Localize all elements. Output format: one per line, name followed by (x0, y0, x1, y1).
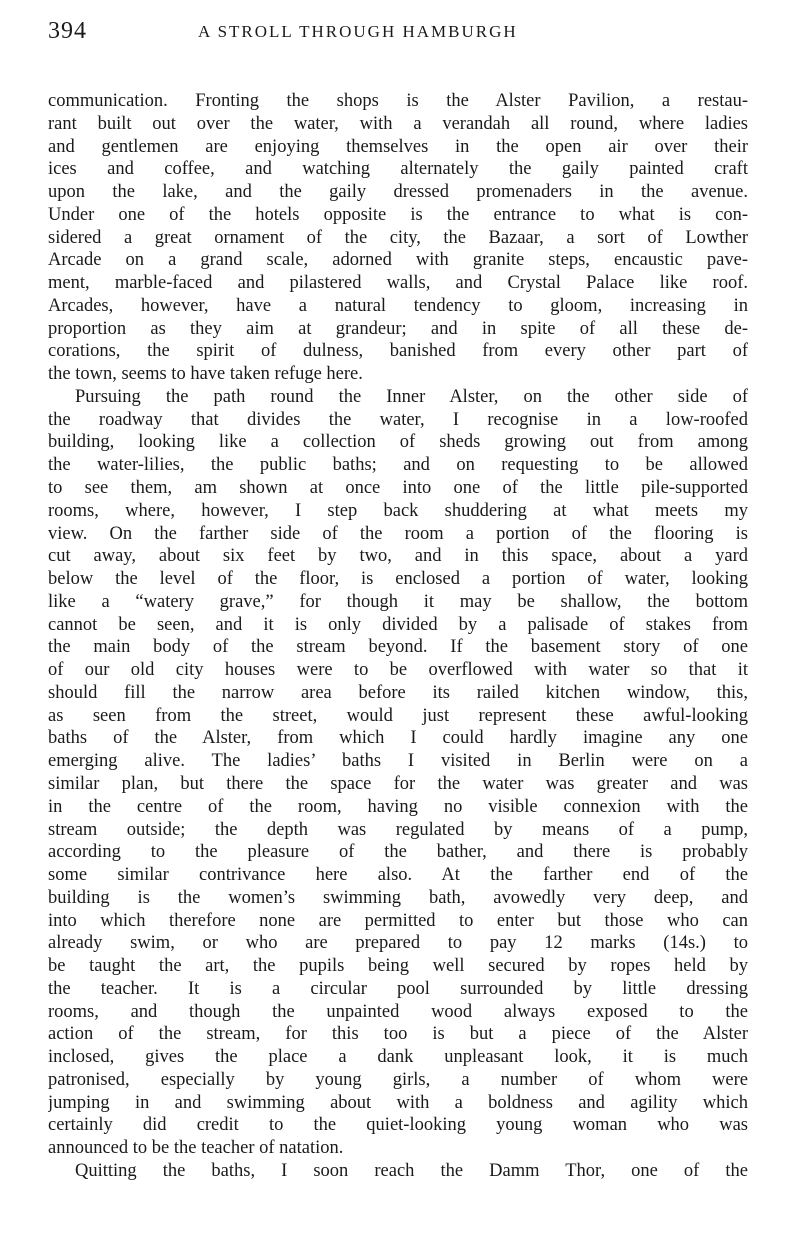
text-line: of our old city houses were to be overflowed with water so that it (48, 660, 748, 681)
text-line: similar plan, but there the space for the water was greater and was (48, 773, 748, 794)
paragraph-end-line: announced to be the teacher of natation. (48, 1138, 344, 1159)
text-line: according to the pleasure of the bather, and there is probably (48, 842, 748, 863)
paragraph-end-line: the town, seems to have taken refuge here. (48, 364, 363, 385)
text-line: building, looking like a collection of sheds growing out from among (48, 432, 748, 453)
text-line: Arcade on a grand scale, adorned with granite steps, encaustic pave- (48, 250, 748, 271)
text-line: rooms, and though the unpainted wood always exposed to the (48, 1001, 748, 1022)
text-line: the water-lilies, the public baths; and on requesting to be allowed (48, 455, 748, 476)
text-line: rooms, where, however, I step back shuddering at what meets my (48, 500, 748, 521)
text-line: cannot be seen, and it is only divided by a palisade of stakes from (48, 614, 748, 635)
text-line: stream outside; the depth was regulated by means of a pump, (48, 819, 748, 840)
text-line: rant built out over the water, with a verandah all round, where ladies (48, 113, 748, 134)
text-line: sidered a great ornament of the city, the Bazaar, a sort of Lowther (48, 227, 748, 248)
text-line: the main body of the stream beyond. If the basement story of one (48, 637, 748, 658)
text-line: certainly did credit to the quiet-looking young woman who was (48, 1115, 748, 1136)
body-text (48, 90, 748, 1183)
text-line: the roadway that divides the water, I recognise in a low-roofed (48, 409, 748, 430)
text-line: into which therefore none are permitted to enter but those who can (48, 910, 748, 931)
page-number: 394 (48, 18, 87, 44)
text-line: the teacher. It is a circular pool surrounded by little dressing (48, 978, 748, 999)
text-line: corations, the spirit of dulness, banished from every other part of (48, 341, 748, 362)
text-line: view. On the farther side of the room a portion of the flooring is (48, 523, 748, 544)
text-line: as seen from the street, would just represent these awful-looking (48, 705, 748, 726)
text-line: emerging alive. The ladies’ baths I visited in Berlin were on a (48, 751, 748, 772)
text-line: Arcades, however, have a natural tendency to gloom, increasing in (48, 295, 748, 316)
text-line: be taught the art, the pupils being well secured by ropes held by (48, 956, 748, 977)
running-title: A STROLL THROUGH HAMBURGH (198, 22, 518, 41)
text-line: Under one of the hotels opposite is the entrance to what is con- (48, 204, 748, 225)
text-line: cut away, about six feet by two, and in this space, about a yard (48, 546, 748, 567)
text-line: ment, marble-faced and pilastered walls, and Crystal Palace like roof. (48, 273, 748, 294)
text-line: patronised, especially by young girls, a number of whom were (48, 1069, 748, 1090)
text-line: and gentlemen are enjoying themselves in the open air over their (48, 136, 748, 157)
text-line: in the centre of the room, having no visible connexion with the (48, 796, 748, 817)
text-line: building is the women’s swimming bath, avowedly very deep, and (48, 887, 748, 908)
text-line: like a “watery grave,” for though it may be shallow, the bottom (48, 591, 748, 612)
text-line: proportion as they aim at grandeur; and in spite of all these de- (48, 318, 748, 339)
text-line: below the level of the floor, is enclosed a portion of water, looking (48, 569, 748, 590)
text-line: should fill the narrow area before its railed kitchen window, this, (48, 682, 748, 703)
text-line: jumping in and swimming about with a boldness and agility which (48, 1092, 748, 1113)
text-line: already swim, or who are prepared to pay 12 marks (14s.) to (48, 933, 748, 954)
text-line: action of the stream, for this too is but a piece of the Alster (48, 1024, 748, 1045)
text-line: communication. Fronting the shops is the Alster Pavilion, a restau- (48, 91, 748, 111)
text-line: upon the lake, and the gaily dressed promenaders in the avenue. (48, 182, 748, 203)
paragraph-start-line: Pursuing the path round the Inner Alster, on the other side of (75, 386, 748, 407)
text-line: inclosed, gives the place a dank unpleasant look, it is much (48, 1047, 748, 1068)
text-line: to see them, am shown at once into one of the little pile-supported (48, 478, 748, 499)
paragraph-start-line: Quitting the baths, I soon reach the Damm Thor, one of the (75, 1160, 748, 1181)
running-head (48, 18, 748, 58)
text-line: ices and coffee, and watching alternately the gaily painted craft (48, 159, 748, 180)
text-line: baths of the Alster, from which I could hardly imagine any one (48, 728, 748, 749)
text-line: some similar contrivance here also. At the farther end of the (48, 865, 748, 886)
